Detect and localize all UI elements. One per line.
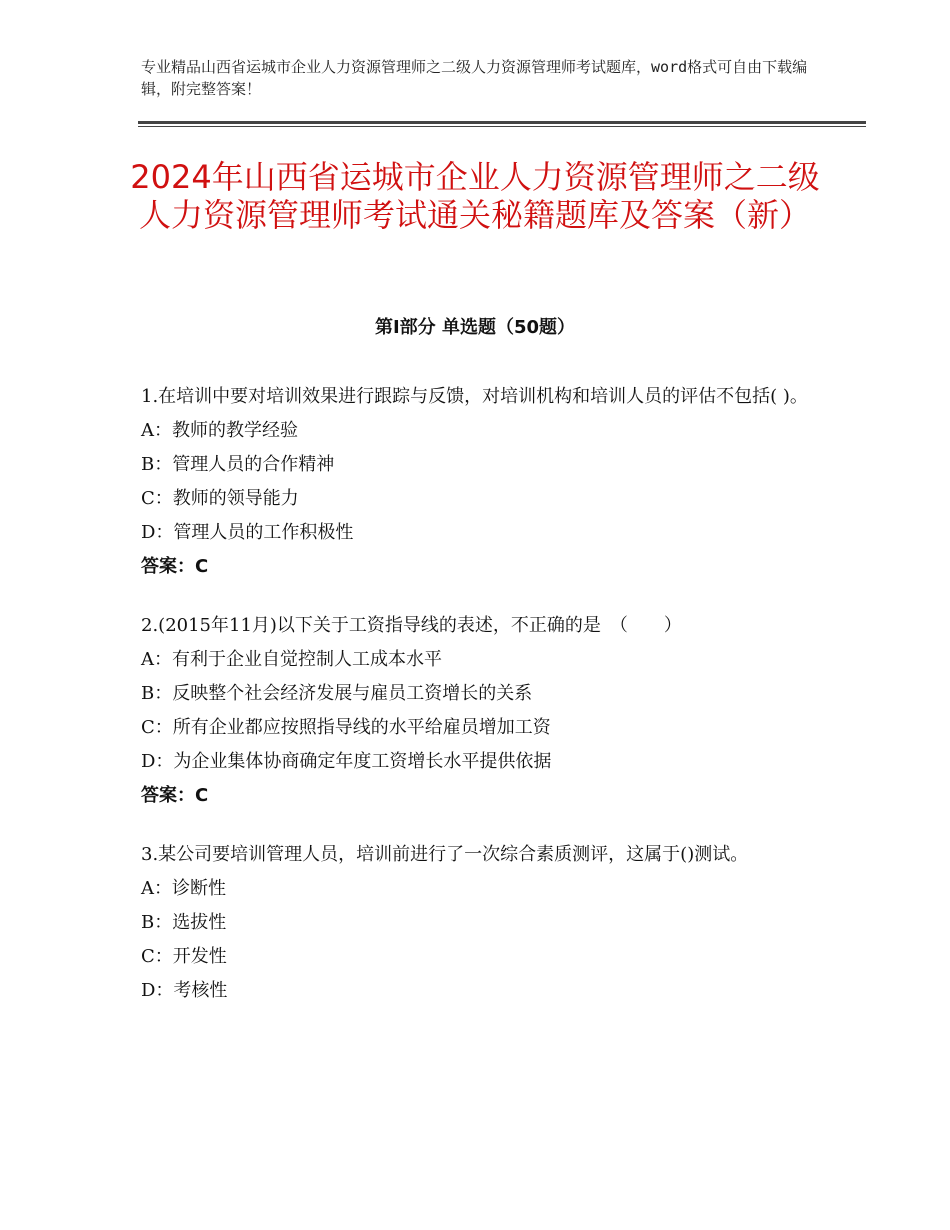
question-stem: 3.某公司要培训管理人员，培训前进行了一次综合素质测评，这属于()测试。	[141, 844, 749, 865]
option-a: A：教师的教学经验	[141, 420, 298, 441]
option-b: B：管理人员的合作精神	[141, 454, 335, 475]
option-b: B：反映整个社会经济发展与雇员工资增长的关系	[141, 683, 533, 704]
document-title: 2024年山西省运城市企业人力资源管理师之二级人力资源管理师考试通关秘籍题库及答案（新）	[130, 158, 820, 234]
question-2	[141, 609, 811, 813]
option-d: D：为企业集体协商确定年度工资增长水平提供依据	[141, 751, 552, 772]
question-1	[141, 380, 811, 584]
option-c: C：开发性	[141, 946, 227, 967]
question-list	[141, 380, 811, 1033]
option-c: C：所有企业都应按照指导线的水平给雇员增加工资	[141, 717, 551, 738]
question-stem: 2.(2015年11月)以下关于工资指导线的表述，不正确的是 （ ）	[141, 615, 682, 636]
option-a: A：有利于企业自觉控制人工成本水平	[141, 649, 442, 670]
question-3	[141, 838, 811, 1008]
option-b: B：选拔性	[141, 912, 227, 933]
header-divider	[138, 121, 866, 124]
option-c: C：教师的领导能力	[141, 488, 299, 509]
answer-label: 答案：C	[141, 785, 209, 806]
option-d: D：管理人员的工作积极性	[141, 522, 354, 543]
header-note: 专业精品山西省运城市企业人力资源管理师之二级人力资源管理师考试题库，word格式可自由下载编辑，附完整答案！	[141, 58, 808, 98]
section-title: 第Ⅰ部分 单选题（50题）	[374, 317, 575, 338]
option-d: D：考核性	[141, 980, 228, 1001]
question-stem: 1.在培训中要对培训效果进行跟踪与反馈，对培训机构和培训人员的评估不包括( )。	[141, 386, 808, 407]
answer-label: 答案：C	[141, 556, 209, 577]
option-a: A：诊断性	[141, 878, 226, 899]
header-divider-thin	[138, 126, 866, 127]
